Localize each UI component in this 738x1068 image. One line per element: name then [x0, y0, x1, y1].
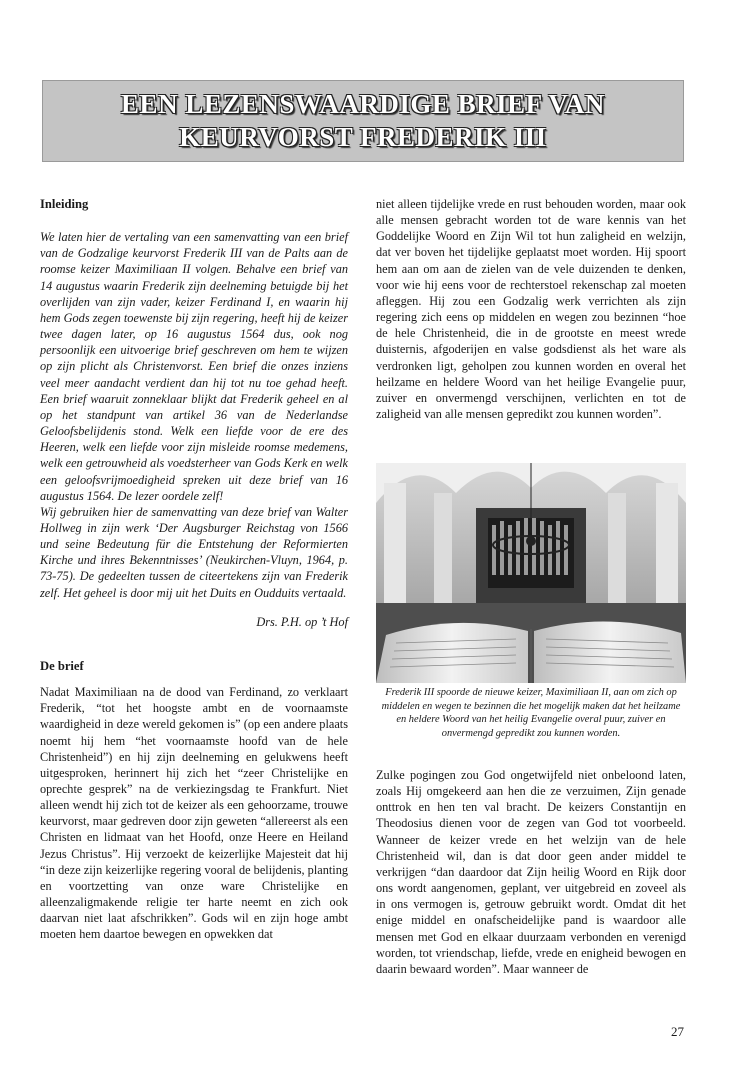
church-interior-illustration [376, 463, 686, 683]
right-column-bottom [376, 767, 686, 977]
letter-heading: De brief [40, 658, 84, 673]
photo-caption: Frederik III spoorde de nieuwe keizer, Maximiliaan II, aan om zich op middelen en wegen te bezinnen die het mogelijk maken dat het heilzame en heldere Woord van het heilig Evangelie overal puur, zuiver en onvermengd gepredikt zou kunnen worden. [381, 687, 681, 739]
right-column [376, 196, 686, 422]
intro-paragraph-2: Wij gebruiken hier de samenvatting van deze brief van Walter Hollweg in zijn werk ‘Der Augsburger Reichstag von 1566 und seine Bedeutung für die Entstehung der Reformierten Kirche und ihres Bekenntnisses’ (Neukirchen-Vluyn, 1964, p. 73-75). De gedeelten tussen de citeertekens zijn van Frederik zelf. Het geheel is door mij uit het Duits en Oudduits vertaald. [40, 504, 348, 600]
left-column [40, 196, 348, 943]
page-number: 27 [671, 1024, 684, 1039]
article-title-line-2: KEURVORST FREDERIK III [179, 122, 547, 152]
intro-heading: Inleiding [40, 197, 89, 211]
article-title-line-1: EEN LEZENSWAARDIGE BRIEF VAN [121, 89, 605, 119]
church-organ-photo [376, 463, 686, 683]
author-signature: Drs. P.H. op ’t Hof [256, 614, 348, 629]
intro-paragraph-1: We laten hier de vertaling van een samenvatting van een brief van de Godzalige keurvorst Frederik III van de Palts aan de roomse keizer Maximiliaan II volgen. Behalve een brief van 14 augustus waarin Frederik zijn deelneming betuigde bij het overlijden van zijn vader, keizer Ferdinand I, en waarin hij hem Gods zegen toewenste bij zijn regering, heeft hij de keizer twee dagen later, op 16 augustus 1564 dus, ook nog persoonlijk een uitvoerige brief geschreven om hem te wijzen op zijn plicht als Christenvorst. Een brief die onzes inziens veel meer aandacht verdient dan hij tot nu toe gehad heeft. Een brief waaruit zonneklaar blijkt dat Frederik geheel en al op het standpunt van artikel 36 van de Nederlandse Geloofsbelijdenis stond. Welk een liefde voor de ere des Heeren, welk een liefde voor zijn misleide roomse medemens, welk een getrouwheid als voedsterheer van Gods Kerk en welk een geloofsvrijmoedigheid spreken uit deze brief van 16 augustus 1564. De lezer oordele zelf! [40, 230, 348, 503]
letter-paragraph-3: Zulke pogingen zou God ongetwijfeld niet onbeloond laten, zoals Hij omgekeerd aan hen die ze verzuimen, Zijn genade onttrok en hen ten val bracht. De keizers Constantijn en Theodosius dienen voor de zegen van God tot voorbeeld. Wanneer de keizer vrede en het welzijn van de hele Christenheid wil, dan is dat door geen ander middel te verkrijgen “dan daardoor dat Zijn heilig Woord en Rijk door ons wordt aangenomen, geplant, ver uitgebreid en zoveel als in ons vermogen is, getrouw gebruikt wordt. Omdat dit het enige middel en onafscheidelijke pand is waardoor alle mensen met God en elkaar duurzaam verbonden en verenigd worden, tot vriendschap, liefde, vrede en enigheid bewogen en daarin bewaard worden”. Maar wanneer de [376, 768, 686, 976]
letter-paragraph-1: Nadat Maximiliaan na de dood van Ferdinand, zo verklaart Frederik, “tot het hoogste ambt en de voornaamste waardigheid in deze wereld gekomen is” (op een andere plaats noemt hij hem “het voornaamste hoofd van de hele Christenheid”) en hij zijn deelneming en gelukwens heeft uitgesproken, herinnert hij zich het “zeer Christelijke en oprechte gesprek” na de verkiezingsdag te Frankfurt. Niet alleen wendt hij zich tot de keizer als een gehoorzame, trouwe keurvorst, maar gedreven door zijn geweten “allereerst als een Christen en lidmaat van het Hoofd, onze Heere en Heiland Jezus Christus”. Hij verzoekt de keizerlijke Majesteit dat hij “in deze zijn keizerlijke regering vooral de belijdenis, planting en voortzetting van onze ware Christelijke en alleenzaligmakende religie ter harte neemt en zich ook daarvan niet laat afschrikken”. Gods wil en zijn hoge ambt moeten hem daartoe bewegen en opwekken dat [40, 685, 348, 942]
title-banner [42, 80, 684, 162]
letter-paragraph-2: niet alleen tijdelijke vrede en rust behouden worden, maar ook alle mensen gebracht worden tot de ware kennis van het Goddelijke Woord en Zijn Wil tot hun zaligheid en welzijn, dat ver boven het tijdelijke geplaatst moet worden. Hij spoort hem aan om aan de zielen van de vele duizenden te denken, voor wie hij eens voor de rechterstoel rekenschap zal moeten afleggen. Hij zou een Godzalig werk verrichten als zijn regering zich eens op middelen en wegen zou bezinnen “hoe de hele Christenheid, die in de grootste en meest wrede duisternis, afgoderijen en valse godsdienst als het ware als verdronken ligt, geholpen zou kunnen worden en overal het heilzame en heldere Woord van het heilige Evangelie puur, zuiver en onvermengd verschijnen, verlichten en tot de zaligheid van alle mensen gepredikt zou kunnen worden”. [376, 197, 686, 422]
